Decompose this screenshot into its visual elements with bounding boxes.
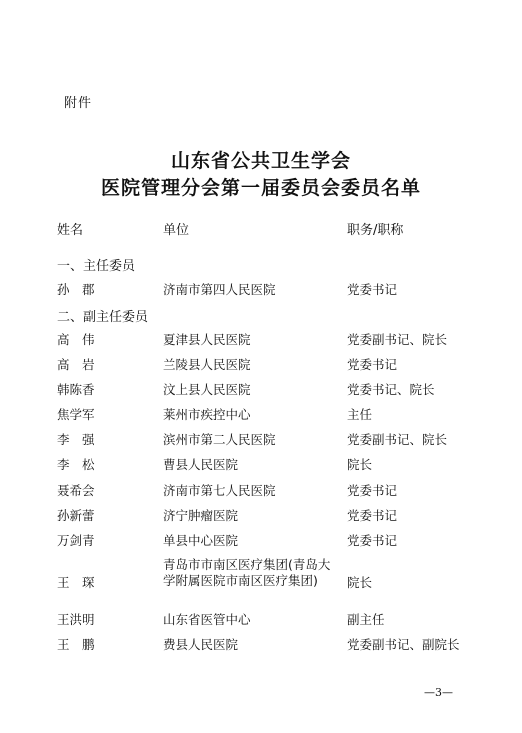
member-name: 高 伟 [57,332,95,347]
member-unit: 济南市第四人民医院 [163,282,276,297]
member-name: 焦学军 [57,407,95,422]
member-name: 万剑青 [57,533,95,548]
section-label-vice-chair: 二、副主任委员 [57,310,149,325]
member-unit: 济宁肿瘤医院 [163,508,239,523]
member-name: 王 琛 [57,575,95,590]
member-role: 党委书记 [347,508,398,523]
member-unit: 莱州市疾控中心 [163,407,251,422]
member-role: 党委书记 [347,483,398,498]
section-label-chair: 一、主任委员 [57,259,136,274]
member-name: 李 松 [57,457,95,472]
member-unit: 滨州市第二人民医院 [163,432,276,447]
member-name: 孙新蕾 [57,508,95,523]
member-role: 院长 [347,457,373,472]
member-role: 党委书记 [347,533,398,548]
member-role: 主任 [347,407,373,422]
member-name: 王 鹏 [57,637,95,652]
header-name: 姓名 [57,223,84,238]
member-role: 院长 [347,575,373,590]
header-role: 职务/职称 [347,223,404,238]
member-role: 党委副书记、副院长 [347,637,460,652]
member-role: 党委书记 [347,357,398,372]
member-unit: 汶上县人民医院 [163,382,251,397]
document-title-line1: 山东省公共卫生学会 [170,150,351,172]
member-unit: 单县中心医院 [163,533,239,548]
member-unit: 青岛市市南区医疗集团(青岛大学附属医院市南区医疗集团) [163,557,331,588]
member-unit: 曹县人民医院 [163,457,239,472]
member-role: 党委书记 [347,282,398,297]
header-unit: 单位 [163,223,190,238]
document-title-line2: 医院管理分会第一届委员会委员名单 [100,177,421,199]
member-name: 韩陈香 [57,382,95,397]
member-name: 孙 郡 [57,282,95,297]
member-unit: 费县人民医院 [163,637,239,652]
member-name: 聂希会 [57,483,95,498]
member-name: 李 强 [57,432,95,447]
attachment-label: 附件 [64,96,93,111]
member-unit: 夏津县人民医院 [163,332,251,347]
member-name: 王洪明 [57,612,95,627]
page-number: —3— [424,686,453,699]
member-name: 高 岩 [57,357,95,372]
member-role: 党委副书记、院长 [347,332,448,347]
member-unit: 济南市第七人民医院 [163,483,276,498]
member-role: 副主任 [347,612,385,627]
member-role: 党委副书记、院长 [347,432,448,447]
member-unit: 兰陵县人民医院 [163,357,251,372]
member-role: 党委书记、院长 [347,382,435,397]
member-unit: 山东省医管中心 [163,612,251,627]
